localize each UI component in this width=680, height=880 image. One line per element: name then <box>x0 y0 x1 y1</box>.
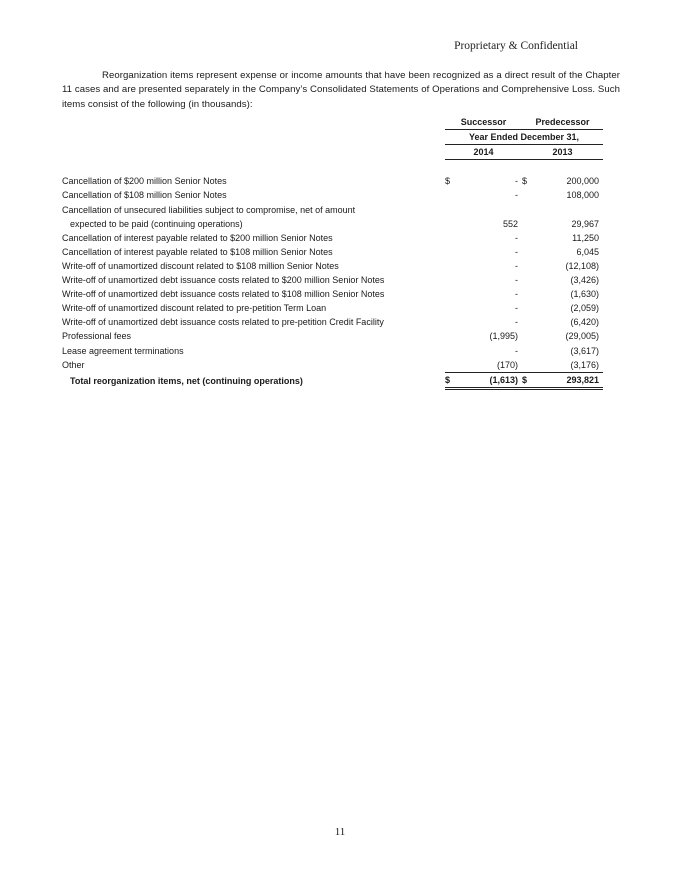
successor-value: - <box>515 289 518 300</box>
row-label: Cancellation of $108 million Senior Notes <box>62 190 227 201</box>
predecessor-header: Predecessor <box>522 115 603 130</box>
successor-value: (170) <box>496 359 518 370</box>
currency-symbol: $ <box>522 176 528 187</box>
row-label: Cancellation of unsecured liabilities subject to compromise, net of amount <box>62 204 356 215</box>
predecessor-value: (29,005) <box>565 331 600 342</box>
table-row <box>62 217 603 231</box>
row-label: Cancellation of interest payable related to $200 million Senior Notes <box>62 232 333 243</box>
predecessor-value: 29,967 <box>571 218 600 229</box>
table-row <box>62 329 603 343</box>
row-label: Cancellation of interest payable related to $108 million Senior Notes <box>62 246 333 257</box>
total-label: Total reorganization items, net (continuing operations) <box>70 376 303 387</box>
predecessor-value: 200,000 <box>566 176 600 187</box>
predecessor-value: (2,059) <box>570 303 600 314</box>
successor-value: - <box>515 232 518 243</box>
predecessor-value: (3,617) <box>570 345 600 356</box>
table-row <box>62 315 603 329</box>
intro-paragraph: Reorganization items represent expense or income amounts that have been recognized as a direct result of the Chapter 11 cases and are presented separately in the Company’s Consolidated Statements of Operations and Comprehensive Loss. Such items consist of the following (in thousands): <box>62 69 620 110</box>
currency-symbol: $ <box>445 372 455 388</box>
table-row <box>62 344 603 358</box>
table-row <box>62 358 603 373</box>
row-label: Write-off of unamortized discount related to pre-petition Term Loan <box>62 303 327 314</box>
row-label: Write-off of unamortized debt issuance costs related to $200 million Senior Notes <box>62 275 385 286</box>
table-row <box>62 245 603 259</box>
currency-symbol: $ <box>445 176 451 187</box>
successor-header: Successor <box>445 115 522 130</box>
successor-value: - <box>515 345 518 356</box>
row-label: Write-off of unamortized discount related to $108 million Senior Notes <box>62 260 339 271</box>
predecessor-value: (3,176) <box>570 359 600 370</box>
currency-symbol: $ <box>522 372 534 388</box>
table-row <box>62 301 603 315</box>
table-row <box>62 231 603 245</box>
total-predecessor-value: 293,821 <box>534 372 603 388</box>
table-row <box>62 273 603 287</box>
successor-value: 552 <box>502 218 518 229</box>
table-row <box>62 174 603 188</box>
successor-value: - <box>515 275 518 286</box>
successor-value <box>455 203 522 217</box>
predecessor-value: 6,045 <box>576 246 600 257</box>
reorganization-items-table <box>62 115 603 390</box>
page-number: 11 <box>334 826 346 838</box>
year-predecessor-header: 2013 <box>522 145 603 160</box>
row-label: Write-off of unamortized debt issuance costs related to $108 million Senior Notes <box>62 289 385 300</box>
predecessor-value: 108,000 <box>566 190 600 201</box>
predecessor-value: (12,108) <box>565 260 600 271</box>
predecessor-value: 11,250 <box>572 232 600 243</box>
successor-value: - <box>515 303 518 314</box>
row-label: Other <box>62 360 85 371</box>
successor-value: - <box>515 317 518 328</box>
successor-value: - <box>515 190 518 201</box>
predecessor-value <box>534 203 603 217</box>
row-label: Write-off of unamortized debt issuance costs related to pre-petition Credit Facility <box>62 317 384 328</box>
predecessor-value: (6,420) <box>570 317 600 328</box>
row-label: Professional fees <box>62 331 132 342</box>
row-label: Lease agreement terminations <box>62 345 184 356</box>
table-row <box>62 203 603 217</box>
successor-value: - <box>515 260 518 271</box>
period-header: Year Ended December 31, <box>445 130 603 145</box>
header-confidential-note: Proprietary & Confidential <box>454 40 578 52</box>
total-row <box>62 372 603 388</box>
successor-value: - <box>515 176 518 187</box>
predecessor-value: (3,426) <box>570 275 600 286</box>
year-successor-header: 2014 <box>445 145 522 160</box>
table-row <box>62 287 603 301</box>
successor-value: (1,995) <box>489 331 518 342</box>
row-label: expected to be paid (continuing operations) <box>70 218 243 229</box>
total-successor-value: (1,613) <box>455 372 522 388</box>
predecessor-value: (1,630) <box>570 289 600 300</box>
successor-value: - <box>515 246 518 257</box>
table-row <box>62 188 603 202</box>
table-row <box>62 259 603 273</box>
row-label: Cancellation of $200 million Senior Notes <box>62 176 227 187</box>
